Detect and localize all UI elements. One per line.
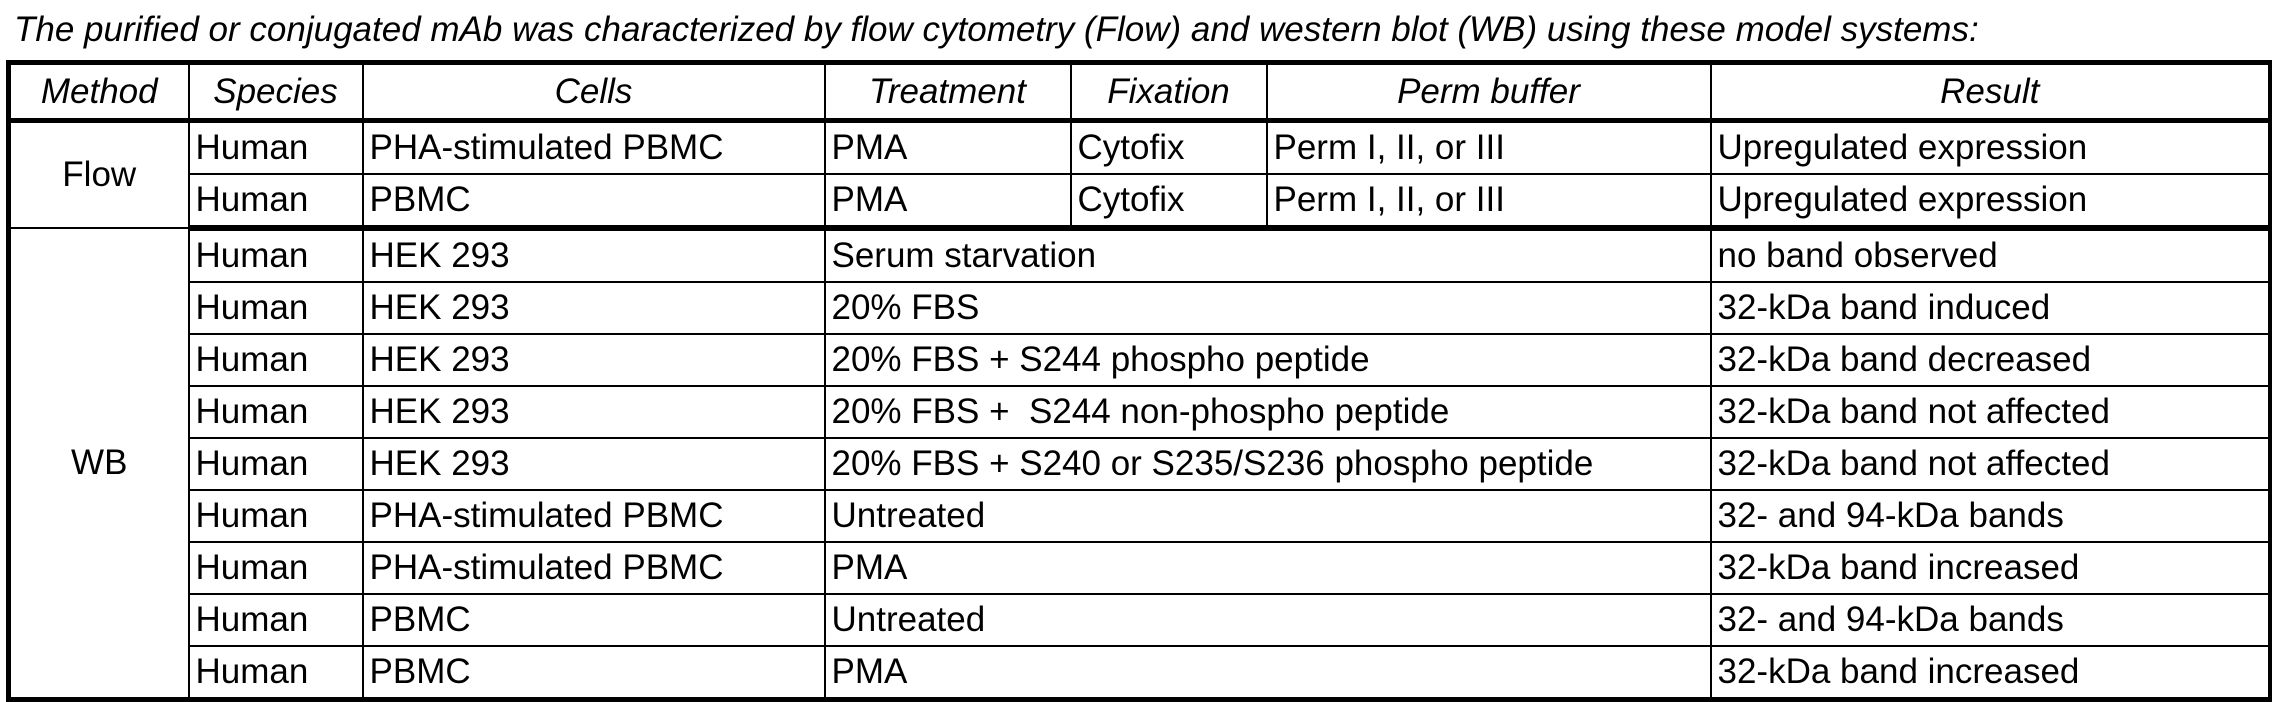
result-cell: Upregulated expression (1711, 174, 2271, 228)
header-fixation: Fixation (1071, 63, 1267, 121)
cells-cell: HEK 293 (363, 386, 825, 438)
species-cell: Human (189, 121, 363, 175)
treatment-cell: Untreated (825, 594, 1711, 646)
table-row (9, 334, 2271, 386)
species-cell: Human (189, 490, 363, 542)
fixation-cell: Cytofix (1071, 121, 1267, 175)
table-row (9, 228, 2271, 282)
cells-cell: HEK 293 (363, 228, 825, 282)
result-cell: 32-kDa band not affected (1711, 386, 2271, 438)
cells-cell: PHA-stimulated PBMC (363, 490, 825, 542)
header-species: Species (189, 63, 363, 121)
perm-buffer-cell: Perm I, II, or III (1267, 121, 1711, 175)
result-cell: no band observed (1711, 228, 2271, 282)
result-cell: Upregulated expression (1711, 121, 2271, 175)
perm-buffer-cell: Perm I, II, or III (1267, 174, 1711, 228)
cells-cell: PHA-stimulated PBMC (363, 542, 825, 594)
table-row (9, 174, 2271, 228)
method-cell-flow: Flow (9, 121, 189, 229)
cells-cell: PBMC (363, 646, 825, 700)
result-cell: 32-kDa band induced (1711, 282, 2271, 334)
treatment-cell: 20% FBS (825, 282, 1711, 334)
header-treatment: Treatment (825, 63, 1071, 121)
table-row (9, 282, 2271, 334)
treatment-cell: Serum starvation (825, 228, 1711, 282)
table-row (9, 386, 2271, 438)
cells-cell: HEK 293 (363, 334, 825, 386)
species-cell: Human (189, 174, 363, 228)
treatment-cell: 20% FBS + S240 or S235/S236 phospho peptide (825, 438, 1711, 490)
result-cell: 32-kDa band increased (1711, 646, 2271, 700)
table-caption: The purified or conjugated mAb was characterized by flow cytometry (Flow) and western blot (WB) using these model systems: (14, 10, 1979, 49)
header-perm-buffer: Perm buffer (1267, 63, 1711, 121)
table-row (9, 490, 2271, 542)
fixation-cell: Cytofix (1071, 174, 1267, 228)
treatment-cell: PMA (825, 542, 1711, 594)
table-row (9, 438, 2271, 490)
result-cell: 32-kDa band increased (1711, 542, 2271, 594)
cells-cell: PBMC (363, 174, 825, 228)
result-cell: 32-kDa band not affected (1711, 438, 2271, 490)
cells-cell: HEK 293 (363, 282, 825, 334)
result-cell: 32- and 94-kDa bands (1711, 490, 2271, 542)
header-row (9, 63, 2271, 121)
table-row (9, 542, 2271, 594)
species-cell: Human (189, 228, 363, 282)
result-cell: 32-kDa band decreased (1711, 334, 2271, 386)
header-method: Method (9, 63, 189, 121)
treatment-cell: PMA (825, 121, 1071, 175)
species-cell: Human (189, 542, 363, 594)
header-result: Result (1711, 63, 2271, 121)
species-cell: Human (189, 282, 363, 334)
characterization-table (6, 60, 2272, 702)
cells-cell: HEK 293 (363, 438, 825, 490)
table-row (9, 646, 2271, 700)
species-cell: Human (189, 594, 363, 646)
species-cell: Human (189, 386, 363, 438)
table-row (9, 594, 2271, 646)
treatment-cell: Untreated (825, 490, 1711, 542)
treatment-cell: 20% FBS + S244 non-phospho peptide (825, 386, 1711, 438)
result-cell: 32- and 94-kDa bands (1711, 594, 2271, 646)
method-cell-wb: WB (9, 228, 189, 700)
table-row (9, 121, 2271, 175)
header-cells: Cells (363, 63, 825, 121)
species-cell: Human (189, 438, 363, 490)
species-cell: Human (189, 334, 363, 386)
cells-cell: PHA-stimulated PBMC (363, 121, 825, 175)
treatment-cell: 20% FBS + S244 phospho peptide (825, 334, 1711, 386)
treatment-cell: PMA (825, 646, 1711, 700)
species-cell: Human (189, 646, 363, 700)
cells-cell: PBMC (363, 594, 825, 646)
treatment-cell: PMA (825, 174, 1071, 228)
